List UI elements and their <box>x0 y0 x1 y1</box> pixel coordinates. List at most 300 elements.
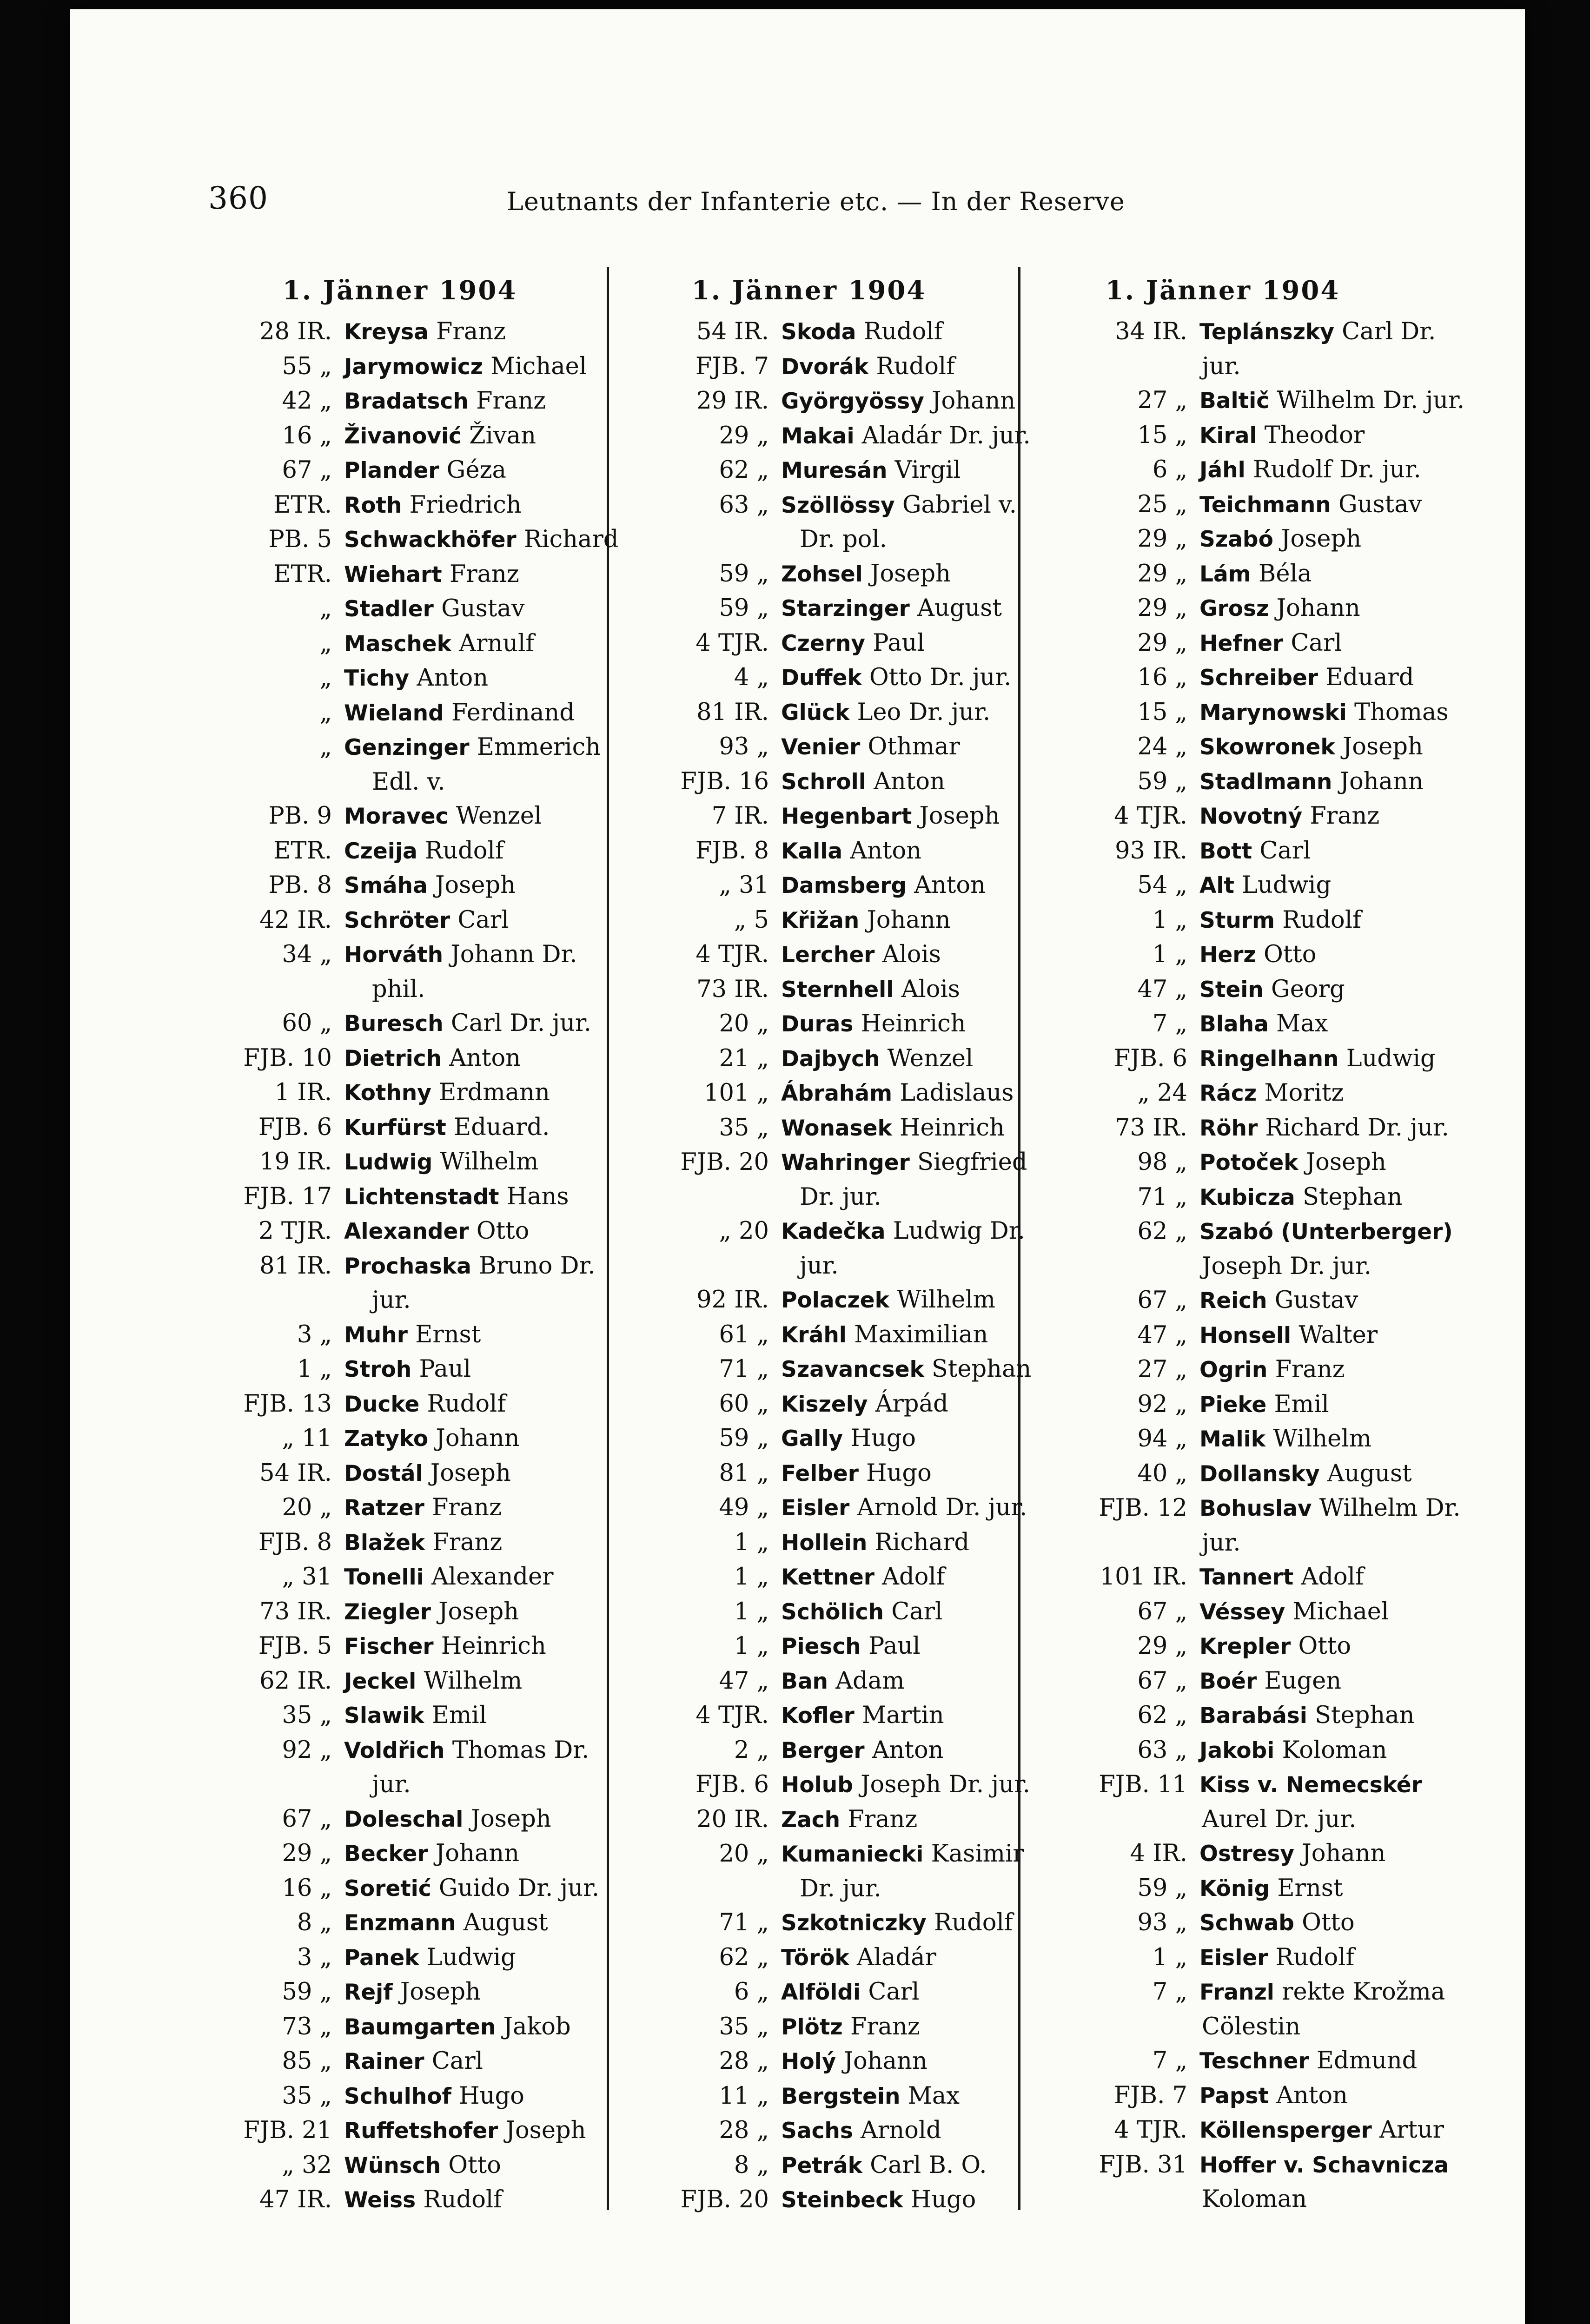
column-heading: 1. Jänner 1904 <box>1105 275 1340 306</box>
officer-name <box>781 1491 1027 1525</box>
given-name: Anton <box>850 837 922 865</box>
officer-name <box>344 1491 502 1525</box>
given-name: Anton <box>1276 2081 1348 2109</box>
officer-name <box>781 1941 936 1975</box>
roster-entry <box>200 1698 665 1733</box>
unit-designation: FJB. 6 <box>695 1771 769 1798</box>
given-name: Thomas <box>1354 698 1449 726</box>
unit-designation: 42 IR. <box>259 906 332 934</box>
given-name: Hugo <box>459 2082 524 2110</box>
roster-entry <box>604 695 1069 730</box>
given-name: Edmund <box>1316 2047 1418 2074</box>
roster-entry <box>1018 868 1483 903</box>
surname: Kreysa <box>344 319 429 345</box>
given-name: Anton <box>449 1044 521 1072</box>
unit-designation: 4 TJR. <box>1114 802 1187 830</box>
roster-entry <box>604 938 1069 972</box>
given-name: Géza <box>446 456 506 484</box>
roster-entry <box>200 1664 665 1699</box>
officer-name <box>344 350 587 384</box>
roster-entry <box>1018 1975 1483 2010</box>
roster-entry <box>604 1941 1069 1975</box>
unit-designation: 35 „ <box>719 1114 769 1142</box>
roster-entry <box>200 1249 665 1284</box>
surname: Szkotniczky <box>781 1910 927 1936</box>
given-name: Adolf <box>882 1563 945 1591</box>
surname: Grosz <box>1199 596 1269 621</box>
unit-designation: 54 IR. <box>259 1459 332 1487</box>
officer-name <box>344 1421 520 1456</box>
roster-entry <box>604 2148 1069 2183</box>
surname: König <box>1199 1875 1270 1901</box>
surname: Krepler <box>1199 1634 1291 1659</box>
unit-designation: ETR. <box>273 491 332 519</box>
given-name: Ladislaus <box>900 1079 1014 1107</box>
surname: Schulhof <box>344 2083 451 2109</box>
given-name: Rudolf <box>863 318 943 345</box>
given-name: Anton <box>874 767 945 795</box>
surname: Szabó <box>1199 527 1273 552</box>
surname: Rejf <box>344 1980 393 2005</box>
officer-name <box>344 1041 521 1076</box>
given-name: Arnold <box>861 2117 941 2144</box>
unit-designation: 62 „ <box>719 1943 769 1971</box>
given-name: Ernst <box>415 1320 481 1348</box>
surname: Barabási <box>1199 1703 1307 1729</box>
roster-entry <box>1018 418 1483 453</box>
roster-entry <box>1018 1698 1483 1733</box>
surname: Herz <box>1199 942 1256 968</box>
unit-designation: „ <box>319 629 332 657</box>
given-name: Ludwig <box>426 1943 516 1971</box>
surname: Rácz <box>1199 1081 1257 1106</box>
surname: Ogrin <box>1199 1357 1268 1383</box>
given-name: Johann <box>1302 1840 1386 1867</box>
roster-entry <box>200 696 665 731</box>
surname: Muresán <box>781 458 888 483</box>
given-name: Joseph <box>430 1459 511 1487</box>
unit-designation: 67 „ <box>282 1805 332 1833</box>
entry-continuation: jur. <box>1202 352 1241 380</box>
roster-entry <box>604 1906 1069 1941</box>
surname: Franzl <box>1199 1980 1274 2005</box>
roster-entry <box>1018 1007 1483 1042</box>
officer-name <box>344 419 536 454</box>
roster-entry <box>1018 765 1483 799</box>
roster-entry <box>200 1214 665 1249</box>
column-heading: 1. Jänner 1904 <box>691 275 927 306</box>
unit-designation: 29 „ <box>719 422 769 449</box>
officer-name <box>1199 834 1311 869</box>
roster-entry <box>200 1975 665 2010</box>
surname: Eisler <box>781 1495 850 1521</box>
roster-entry <box>604 868 1069 903</box>
given-name: Thomas Dr. <box>452 1736 590 1764</box>
roster-entry <box>1018 1318 1483 1353</box>
officer-name <box>781 1456 932 1491</box>
entry-continuation: Joseph Dr. jur. <box>1202 1252 1371 1280</box>
given-name: Franz <box>850 2013 920 2040</box>
roster-entry <box>200 627 665 661</box>
surname: Véssey <box>1199 1599 1285 1625</box>
officer-name <box>344 1318 481 1353</box>
roster-entry <box>200 1006 665 1041</box>
surname: Teplánszky <box>1199 319 1334 345</box>
given-name: rekte Krožma <box>1282 1978 1445 2006</box>
roster-entry <box>200 384 665 419</box>
column-1 <box>200 275 665 2213</box>
given-name: Carl B. O. <box>870 2151 987 2179</box>
roster-entry <box>200 419 665 454</box>
officer-name <box>1199 1215 1453 1249</box>
surname: Živanović <box>344 423 462 449</box>
unit-designation: 29 IR. <box>696 387 769 415</box>
given-name: Joseph <box>435 872 516 899</box>
officer-name <box>344 1733 589 1768</box>
officer-name <box>781 315 943 350</box>
given-name: Paul <box>868 1632 921 1660</box>
officer-name <box>1199 1387 1329 1422</box>
surname: Horváth <box>344 942 444 968</box>
roster-entry <box>1018 1180 1483 1215</box>
given-name: Emil <box>431 1702 487 1729</box>
surname: Sternhell <box>781 977 894 1003</box>
roster-entry <box>604 488 1069 523</box>
surname: Stadler <box>344 596 434 622</box>
given-name: Wilhelm <box>1273 1425 1372 1452</box>
roster-entry <box>1018 1422 1483 1457</box>
unit-designation: 1 „ <box>734 1563 769 1591</box>
surname: Ducke <box>344 1391 420 1417</box>
roster-entry <box>1018 1768 1483 1802</box>
given-name: Carl Dr. <box>1342 318 1436 345</box>
roster-entry <box>1018 1457 1483 1492</box>
given-name: Erdmann <box>439 1079 550 1106</box>
officer-name <box>781 2183 976 2218</box>
given-name: Franz <box>449 560 519 588</box>
roster-entry <box>1018 626 1483 661</box>
roster-entry <box>604 972 1069 1007</box>
roster-entry <box>604 1007 1069 1042</box>
given-name: Johann <box>1339 767 1424 795</box>
roster-entry <box>1018 695 1483 730</box>
officer-name <box>1199 1353 1345 1387</box>
surname: Lercher <box>781 942 875 968</box>
given-name: Georg <box>1271 975 1345 1003</box>
officer-name <box>781 1768 1030 1802</box>
roster-entry <box>200 453 665 488</box>
given-name: August <box>463 1909 548 1936</box>
surname: Stein <box>1199 977 1264 1003</box>
surname: Jakobi <box>1199 1737 1275 1763</box>
officer-name <box>1199 1768 1422 1802</box>
given-name: Eduard. <box>453 1113 550 1141</box>
given-name: Johann Dr. <box>450 941 577 968</box>
given-name: Wenzel <box>456 802 542 830</box>
officer-name <box>344 1560 554 1595</box>
roster-entry <box>604 453 1069 488</box>
unit-designation: 59 „ <box>719 594 769 622</box>
given-name: Kasimir <box>931 1840 1024 1868</box>
unit-designation: 1 „ <box>1152 906 1187 934</box>
officer-name <box>1199 488 1422 522</box>
unit-designation: FJB. 13 <box>243 1390 332 1418</box>
unit-designation: 3 „ <box>297 1320 332 1348</box>
officer-name <box>1199 557 1312 592</box>
given-name: Gustav <box>441 595 525 622</box>
unit-designation: 62 „ <box>719 456 769 484</box>
officer-name <box>781 1111 1005 1146</box>
roster-entry <box>200 903 665 938</box>
surname: Wahringer <box>781 1150 910 1175</box>
given-name: Joseph <box>1281 525 1362 553</box>
roster-entry <box>200 1560 665 1595</box>
roster-entry <box>200 522 665 557</box>
officer-name <box>781 1421 916 1456</box>
given-name: Wilhelm Dr. jur. <box>1277 387 1465 414</box>
surname: Maschek <box>344 631 451 657</box>
officer-name <box>781 2010 920 2045</box>
surname: Schreiber <box>1199 665 1318 691</box>
unit-designation: 24 „ <box>1137 733 1187 760</box>
given-name: Heinrich <box>899 1114 1005 1142</box>
unit-designation: 67 „ <box>1137 1667 1187 1695</box>
officer-name <box>781 2079 960 2114</box>
column-3 <box>1018 275 1483 2213</box>
officer-name <box>781 1698 944 1733</box>
unit-designation: 59 „ <box>719 560 769 588</box>
officer-name <box>344 696 575 731</box>
given-name: Johann <box>1276 594 1360 622</box>
unit-designation: FJB. 7 <box>695 352 769 380</box>
unit-designation: 62 IR. <box>259 1667 332 1695</box>
roster-entry <box>604 799 1069 834</box>
unit-designation: 15 „ <box>1137 698 1187 726</box>
column-heading: 1. Jänner 1904 <box>282 275 517 306</box>
surname: Kubicza <box>1199 1184 1295 1210</box>
roster-entry <box>1018 1906 1483 1941</box>
roster-entry <box>604 660 1069 695</box>
officer-name <box>781 1595 942 1630</box>
unit-designation: „ 31 <box>719 872 769 899</box>
surname: Teschner <box>1199 2048 1309 2074</box>
officer-name <box>344 730 601 765</box>
surname: Alexander <box>344 1219 469 1244</box>
surname: Hegenbart <box>781 804 912 829</box>
officer-name <box>1199 1457 1412 1492</box>
given-name: Hugo <box>866 1459 932 1487</box>
entry-continuation: Aurel Dr. jur. <box>1202 1805 1357 1833</box>
surname: Gally <box>781 1426 843 1452</box>
unit-designation: ETR. <box>273 837 332 865</box>
given-name: Carl Dr. jur. <box>450 1010 591 1037</box>
roster-entry <box>1018 453 1483 488</box>
unit-designation: 29 „ <box>1137 525 1187 553</box>
given-name: Alois <box>882 941 941 968</box>
surname: Jarymowicz <box>344 354 484 380</box>
unit-designation: 62 „ <box>1137 1702 1187 1729</box>
unit-designation: „ <box>319 733 332 761</box>
unit-designation: 4 TJR. <box>696 941 769 968</box>
unit-designation: 73 IR. <box>1115 1114 1187 1142</box>
given-name: Paul <box>873 629 925 657</box>
unit-designation: 7 „ <box>1152 2047 1187 2074</box>
given-name: Joseph <box>870 560 951 588</box>
officer-name <box>781 626 925 661</box>
surname: Szabó (Unterberger) <box>1199 1219 1453 1245</box>
surname: Wünsch <box>344 2152 441 2179</box>
roster-entry <box>604 591 1069 626</box>
unit-designation: „ 11 <box>282 1425 332 1452</box>
unit-designation: 47 IR. <box>259 2186 332 2213</box>
officer-name <box>344 661 488 696</box>
roster-entry <box>200 1491 665 1525</box>
officer-name <box>781 419 1031 454</box>
given-name: Eduard <box>1325 664 1414 691</box>
officer-name <box>1199 418 1365 453</box>
given-name: Otto <box>1298 1632 1352 1660</box>
unit-designation: 35 „ <box>719 2013 769 2040</box>
surname: Kráhl <box>781 1322 847 1348</box>
surname: Ruffetshofer <box>344 2118 498 2144</box>
officer-name <box>781 2148 987 2183</box>
given-name: Artur <box>1379 2116 1444 2144</box>
officer-name <box>781 1802 917 1837</box>
unit-designation: FJB. 31 <box>1099 2151 1187 2179</box>
roster-entry <box>1018 2148 1483 2183</box>
unit-designation: FJB. 12 <box>1099 1494 1187 1522</box>
unit-designation: 35 „ <box>282 2082 332 2110</box>
unit-designation: 63 „ <box>719 491 769 519</box>
surname: Felber <box>781 1460 859 1486</box>
roster-entry <box>1018 1353 1483 1387</box>
given-name: Richard <box>874 1528 970 1556</box>
officer-name <box>344 1180 569 1215</box>
roster-entry <box>200 1629 665 1664</box>
officer-name <box>781 1283 995 1318</box>
page-number: 360 <box>208 180 268 216</box>
surname: Schwab <box>1199 1910 1294 1936</box>
given-name: Arnold Dr. jur. <box>857 1494 1027 1521</box>
roster-entry <box>200 1802 665 1837</box>
surname: Holub <box>781 1772 853 1798</box>
entry-continuation: Koloman <box>1202 2185 1307 2213</box>
officer-name <box>781 1629 921 1664</box>
given-name: Joseph <box>1342 733 1423 760</box>
unit-designation: 29 „ <box>1137 560 1187 588</box>
surname: Damsberg <box>781 873 907 898</box>
officer-name <box>344 592 525 627</box>
unit-designation: „ 31 <box>282 1563 332 1591</box>
surname: Křižan <box>781 907 860 933</box>
roster-entry <box>1018 1560 1483 1595</box>
surname: Piesch <box>781 1634 861 1659</box>
officer-name <box>781 1837 1024 1872</box>
surname: Kettner <box>781 1565 874 1590</box>
unit-designation: FJB. 21 <box>243 2117 332 2144</box>
roster-entry <box>200 2183 665 2218</box>
surname: Enzmann <box>344 1910 456 1936</box>
roster-entry <box>604 2010 1069 2045</box>
unit-designation: 81 IR. <box>259 1252 332 1280</box>
surname: Duffek <box>781 665 862 691</box>
roster-entry <box>604 1629 1069 1664</box>
officer-name <box>344 1629 546 1664</box>
surname: Ludwig <box>344 1149 433 1175</box>
unit-designation: 4 IR. <box>1130 1840 1187 1867</box>
officer-name <box>781 350 955 384</box>
surname: Schwackhöfer <box>344 527 517 553</box>
officer-name <box>1199 2113 1444 2148</box>
given-name: August <box>917 594 1002 622</box>
surname: Kiszely <box>781 1391 868 1417</box>
given-name: Joseph <box>438 1598 519 1625</box>
roster-entry <box>200 350 665 384</box>
surname: Reich <box>1199 1288 1267 1314</box>
roster-entry <box>200 557 665 592</box>
given-name: Joseph <box>470 1805 551 1833</box>
unit-designation: PB. 5 <box>268 526 332 553</box>
unit-designation: 11 „ <box>719 2082 769 2110</box>
surname: Czeija <box>344 838 417 864</box>
surname: Czerny <box>781 630 866 656</box>
given-name: Franz <box>432 1494 502 1521</box>
unit-designation: 2 TJR. <box>258 1217 332 1245</box>
officer-name <box>344 1802 551 1837</box>
unit-designation: FJB. 6 <box>258 1113 332 1141</box>
surname: Tonelli <box>344 1565 424 1590</box>
officer-name <box>344 1836 519 1871</box>
unit-designation: „ 24 <box>1137 1079 1187 1107</box>
given-name: Guido Dr. jur. <box>438 1874 600 1902</box>
unit-designation: 60 „ <box>719 1390 769 1418</box>
entry-continuation: Dr. pol. <box>800 526 887 553</box>
officer-name <box>1199 1906 1355 1941</box>
unit-designation: 92 „ <box>282 1736 332 1764</box>
officer-name <box>781 834 921 869</box>
surname: Potoček <box>1199 1150 1298 1175</box>
given-name: Johann <box>435 1840 519 1867</box>
given-name: Max <box>1276 1010 1328 1037</box>
unit-designation: FJB. 10 <box>243 1044 332 1072</box>
officer-name <box>344 2079 524 2114</box>
given-name: Otto <box>476 1217 530 1245</box>
roster-entry <box>1018 834 1483 869</box>
unit-designation: 1 „ <box>297 1355 332 1383</box>
roster-entry <box>1018 1629 1483 1664</box>
roster-entry <box>1018 799 1483 834</box>
unit-designation: PB. 8 <box>268 872 332 899</box>
roster-entry <box>200 2010 665 2045</box>
roster-entry <box>200 1145 665 1180</box>
given-name: Walter <box>1298 1321 1378 1349</box>
unit-designation: 34 „ <box>282 941 332 968</box>
given-name: Stephan <box>1315 1702 1415 1729</box>
officer-name <box>344 627 534 661</box>
surname: Stadlmann <box>1199 769 1332 795</box>
unit-designation: 67 „ <box>1137 1287 1187 1314</box>
unit-designation: 67 „ <box>1137 1598 1187 1625</box>
officer-name <box>1199 1836 1385 1871</box>
unit-designation: 92 „ <box>1137 1390 1187 1418</box>
entry-continuation: jur. <box>372 1771 411 1798</box>
officer-name <box>344 2044 483 2079</box>
surname: Pieke <box>1199 1392 1267 1418</box>
roster-entry <box>200 1076 665 1110</box>
roster-entry <box>1018 557 1483 592</box>
roster-entry <box>604 1698 1069 1733</box>
roster-entry <box>1018 1387 1483 1422</box>
